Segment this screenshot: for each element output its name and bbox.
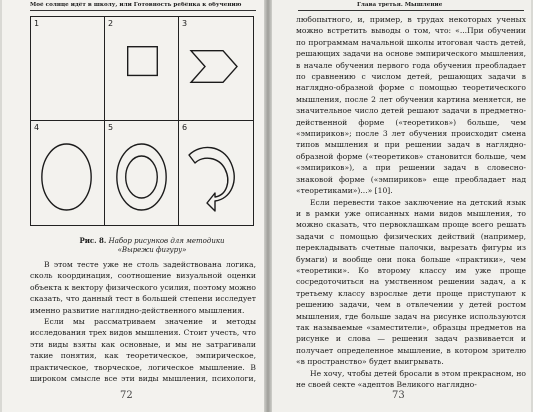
- paragraph: Если мы рассматриваем значение и методы исследования трех видов мышления. Стоит учесть, что эти виды взяты как основные, и мы не затрагивали такие понятия, как теоретическое, эмпирическое, практическое, творческое, логическое мышление. В широком смысле все эти виды мышления, психологи,: [30, 317, 256, 384]
- paragraph: В этом тесте уже не столь задействована логика, сколь координация, соотношение визуальной оценки объекта к вектору физического усилия, поэтому можно сказать, что данный тест в большей степени исследует именно развитие наглядно-действенного мышления.: [30, 260, 256, 315]
- circle-figure: [31, 121, 104, 225]
- left-body-text: [30, 259, 256, 384]
- header-rule: [30, 10, 256, 11]
- paragraph: любопытного, и, пример, в трудах некоторых ученых можно встретить выводы о том, что: «...При обучении по программам начальной школы итоговая часть детей, решающих задачи на основе эмпирического мышления, в начале обучения первого года обучения преобладает по сравнению с числом детей, решающих задачи в наглядно-образной форме с помощью теоретического мышления, после 2 лет обучения картина меняется, не значительное число детей решают задачи в предметно-действенной форме («теоретиков») больше, чем «эмпириков»; после 3 лет обучения происходит смена типов мышления и при решении задач в наглядно-образной форме («теоретиков» становится больше, чем «эмпириков»), а при решении задач в словесно-знаковой форме («эмпириков» еще преобладает над «теоретиками»)...» [10].: [296, 15, 526, 196]
- right-page: [272, 0, 531, 412]
- cell-number: 3: [182, 19, 188, 28]
- running-head: Моё солнце идёт в школу, или Готовность ребёнка к обучению: [30, 2, 242, 8]
- figure-cell-2: [105, 17, 179, 121]
- page-number: 73: [392, 390, 405, 401]
- right-body-text: [296, 14, 526, 389]
- figure-cell-4: [31, 121, 105, 225]
- cell-number: 2: [108, 19, 114, 28]
- figure-grid: [30, 16, 254, 226]
- figure-cell-6: [179, 121, 253, 225]
- caption-label: Рис. 8.: [79, 236, 107, 245]
- paragraph: Если перевести такое заключение на детский язык и в рамки уже описанных нами видов мышления, то можно сказать, что первоклашкам проще всего решать задачи с помощью физических действий (например, перекладывать счетные палочки, вырезать фигуры из бумаги) и вообще они пока больше «практики», чем «теоретики». Ко второму классу им уже проще сосредоточиться на умственном решении задач, а к третьему классу взрослые дети проще приступают к решению задачи, чем в отвлечении у детей ростом мышления, где больше задач на рисунке используются так называемые «заместители», образцы предметов на рисунке и слова — решения задач развивается и получает определенное мышление, в котором зрителю «в пространство» будет выигрывать.: [296, 197, 526, 367]
- ring-figure: [105, 121, 178, 225]
- caption-title-line-2: «Вырежи фигуру»: [117, 246, 187, 254]
- running-head: Глава третья. Мышление: [357, 2, 443, 8]
- left-page: [2, 0, 264, 412]
- cell-number: 4: [34, 123, 40, 132]
- paragraph: Не хочу, чтобы детей бросали в этом прекрасном, но не своей секте «адептов Великого наглядно-: [296, 368, 526, 389]
- header-rule: [298, 10, 524, 11]
- cell-number: 6: [182, 123, 188, 132]
- cell-number: 5: [108, 123, 114, 132]
- page-number: 72: [120, 390, 133, 401]
- figure-cell-3: [179, 17, 253, 121]
- hook-shape-figure: [179, 121, 253, 225]
- chevron-arrow-figure: [179, 17, 253, 120]
- figure-caption: [52, 236, 252, 255]
- book-gutter: [264, 0, 272, 412]
- figure-cell-1: [31, 17, 105, 121]
- figure-cell-5: [105, 121, 179, 225]
- caption-title-line-1: Набор рисунков для методики: [108, 237, 225, 245]
- square-figure: [105, 17, 178, 120]
- cell-number: 1: [34, 19, 40, 28]
